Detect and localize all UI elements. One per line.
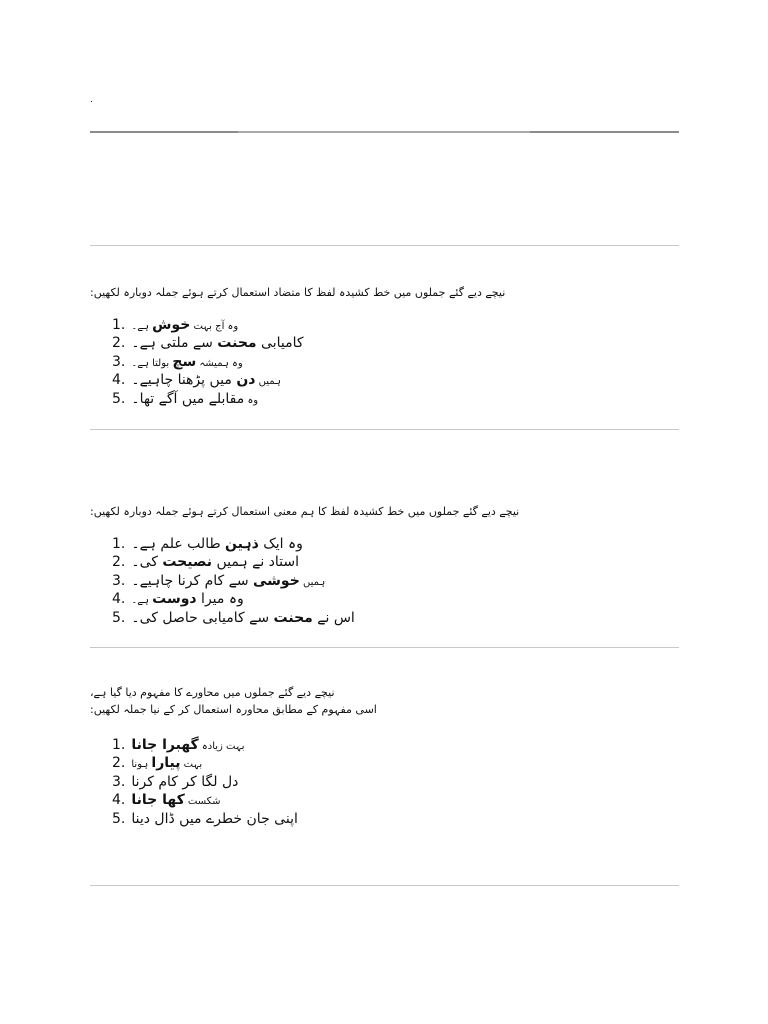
list-item	[112, 791, 298, 809]
sentence-keyword: خوشی	[253, 572, 300, 589]
sentence-text: وہ میرا	[196, 591, 244, 608]
sentence-text: وہ ہمیشہ	[196, 357, 243, 369]
list-item	[112, 353, 304, 371]
sentence-text: دل لگا کر کام کرنا	[131, 773, 239, 790]
list-item	[112, 754, 298, 772]
sentence-keyword: محنت	[217, 335, 257, 352]
sentence-keyword: مقابلے	[208, 390, 245, 407]
instruction-line: نیچے دیے گئے جملوں میں خط کشیدہ لفظ کا ہم معنی استعمال کرتے ہوئے جملہ دوبارہ لکھیں:	[90, 505, 520, 518]
sentence-text: کی۔	[131, 554, 163, 571]
sentence-text: اس نے	[312, 609, 355, 626]
sentence-text: طالب علم ہے۔	[131, 536, 226, 552]
item-number: 1.	[112, 737, 126, 753]
instruction-line: نیچے دیے گئے جملوں میں محاورے کا مفہوم دیا گیا ہے،	[90, 686, 335, 699]
section-divider-4	[90, 885, 679, 886]
question-list	[112, 316, 304, 408]
header-mark: .	[90, 95, 93, 105]
sentence-keyword: سچ	[172, 353, 197, 370]
question-list	[112, 736, 298, 828]
sentence-text: وہ	[244, 394, 259, 406]
item-number: 5.	[112, 390, 126, 407]
item-number: 3.	[112, 572, 126, 589]
header-divider-accent-left	[90, 131, 238, 133]
list-item	[112, 572, 355, 590]
list-item	[112, 316, 304, 334]
sentence-keyword: کھا جانا	[131, 792, 185, 809]
item-number: 2.	[112, 335, 126, 352]
sentence-text: سے کام کرنا چاہیے۔	[131, 572, 253, 589]
item-number: 3.	[112, 353, 126, 370]
list-item	[112, 334, 304, 352]
sentence-text: اپنی جان خطرے میں ڈال دینا	[131, 810, 298, 827]
item-number: 3.	[112, 773, 126, 790]
list-item	[112, 609, 355, 627]
sentence-keyword: گھبرا جانا	[131, 737, 199, 753]
sentence-text: کامیابی	[256, 335, 304, 352]
item-number: 4.	[112, 591, 126, 608]
section-divider-1	[90, 245, 679, 246]
sentence-text: سے ملتی ہے۔	[131, 335, 218, 352]
sentence-text: سے کامیابی حاصل کی۔	[131, 609, 274, 626]
item-number: 2.	[112, 755, 126, 772]
list-item	[112, 810, 298, 828]
section-instruction	[90, 503, 679, 520]
item-number: 5.	[112, 609, 126, 626]
sentence-keyword: پیارا	[151, 755, 181, 772]
item-number: 4.	[112, 792, 126, 809]
sentence-text: ہمیں	[255, 376, 281, 388]
list-item	[112, 553, 355, 571]
sentence-text: ہے۔	[131, 595, 153, 607]
item-number: 4.	[112, 372, 126, 389]
question-list	[112, 535, 355, 627]
sentence-keyword: خوش	[152, 317, 191, 333]
item-number: 1.	[112, 317, 126, 333]
instruction-line: نیچے دیے گئے جملوں میں خط کشیدہ لفظ کا متضاد استعمال کرتے ہوئے جملہ دوبارہ لکھیں:	[90, 286, 506, 299]
instruction-line: اسی مفہوم کے مطابق محاورہ استعمال کر کے نیا جملہ لکھیں:	[90, 703, 377, 716]
idiom-section	[90, 684, 679, 834]
item-number: 1.	[112, 536, 126, 552]
sentence-text: بہت زیادہ	[198, 741, 245, 752]
section-instruction	[90, 684, 679, 718]
sentence-text: شکست	[184, 796, 221, 808]
list-item	[112, 590, 355, 608]
sentence-keyword: دن	[236, 372, 256, 389]
sentence-keyword: محنت	[273, 609, 313, 626]
sentence-text: بہت	[180, 759, 203, 771]
list-item	[112, 390, 304, 408]
sentence-text: ہمیں	[299, 576, 326, 588]
sentence-text: میں آگے تھا۔	[131, 390, 209, 407]
list-item	[112, 773, 298, 791]
sentence-text: ہونا	[131, 759, 152, 771]
sentence-text: وہ ایک	[258, 536, 303, 552]
section-divider-2	[90, 429, 679, 430]
list-item	[112, 535, 355, 553]
antonym-section	[90, 284, 679, 414]
section-instruction	[90, 284, 679, 301]
sentence-text: وہ آج بہت	[190, 321, 239, 332]
synonym-section	[90, 503, 679, 633]
sentence-keyword: دوست	[152, 591, 197, 608]
list-item	[112, 371, 304, 389]
sentence-text: میں پڑھنا چاہیے۔	[131, 372, 237, 389]
sentence-keyword: ذہین	[225, 536, 259, 552]
sentence-text: ہے۔	[131, 321, 153, 332]
item-number: 2.	[112, 554, 126, 571]
item-number: 5.	[112, 810, 126, 827]
sentence-keyword: نصیحت	[162, 554, 213, 571]
sentence-text: استاد نے ہمیں	[212, 554, 300, 571]
section-divider-3	[90, 647, 679, 648]
list-item	[112, 736, 298, 754]
sentence-text: بولتا ہے۔	[131, 357, 173, 369]
header-divider-accent-right	[530, 131, 679, 133]
